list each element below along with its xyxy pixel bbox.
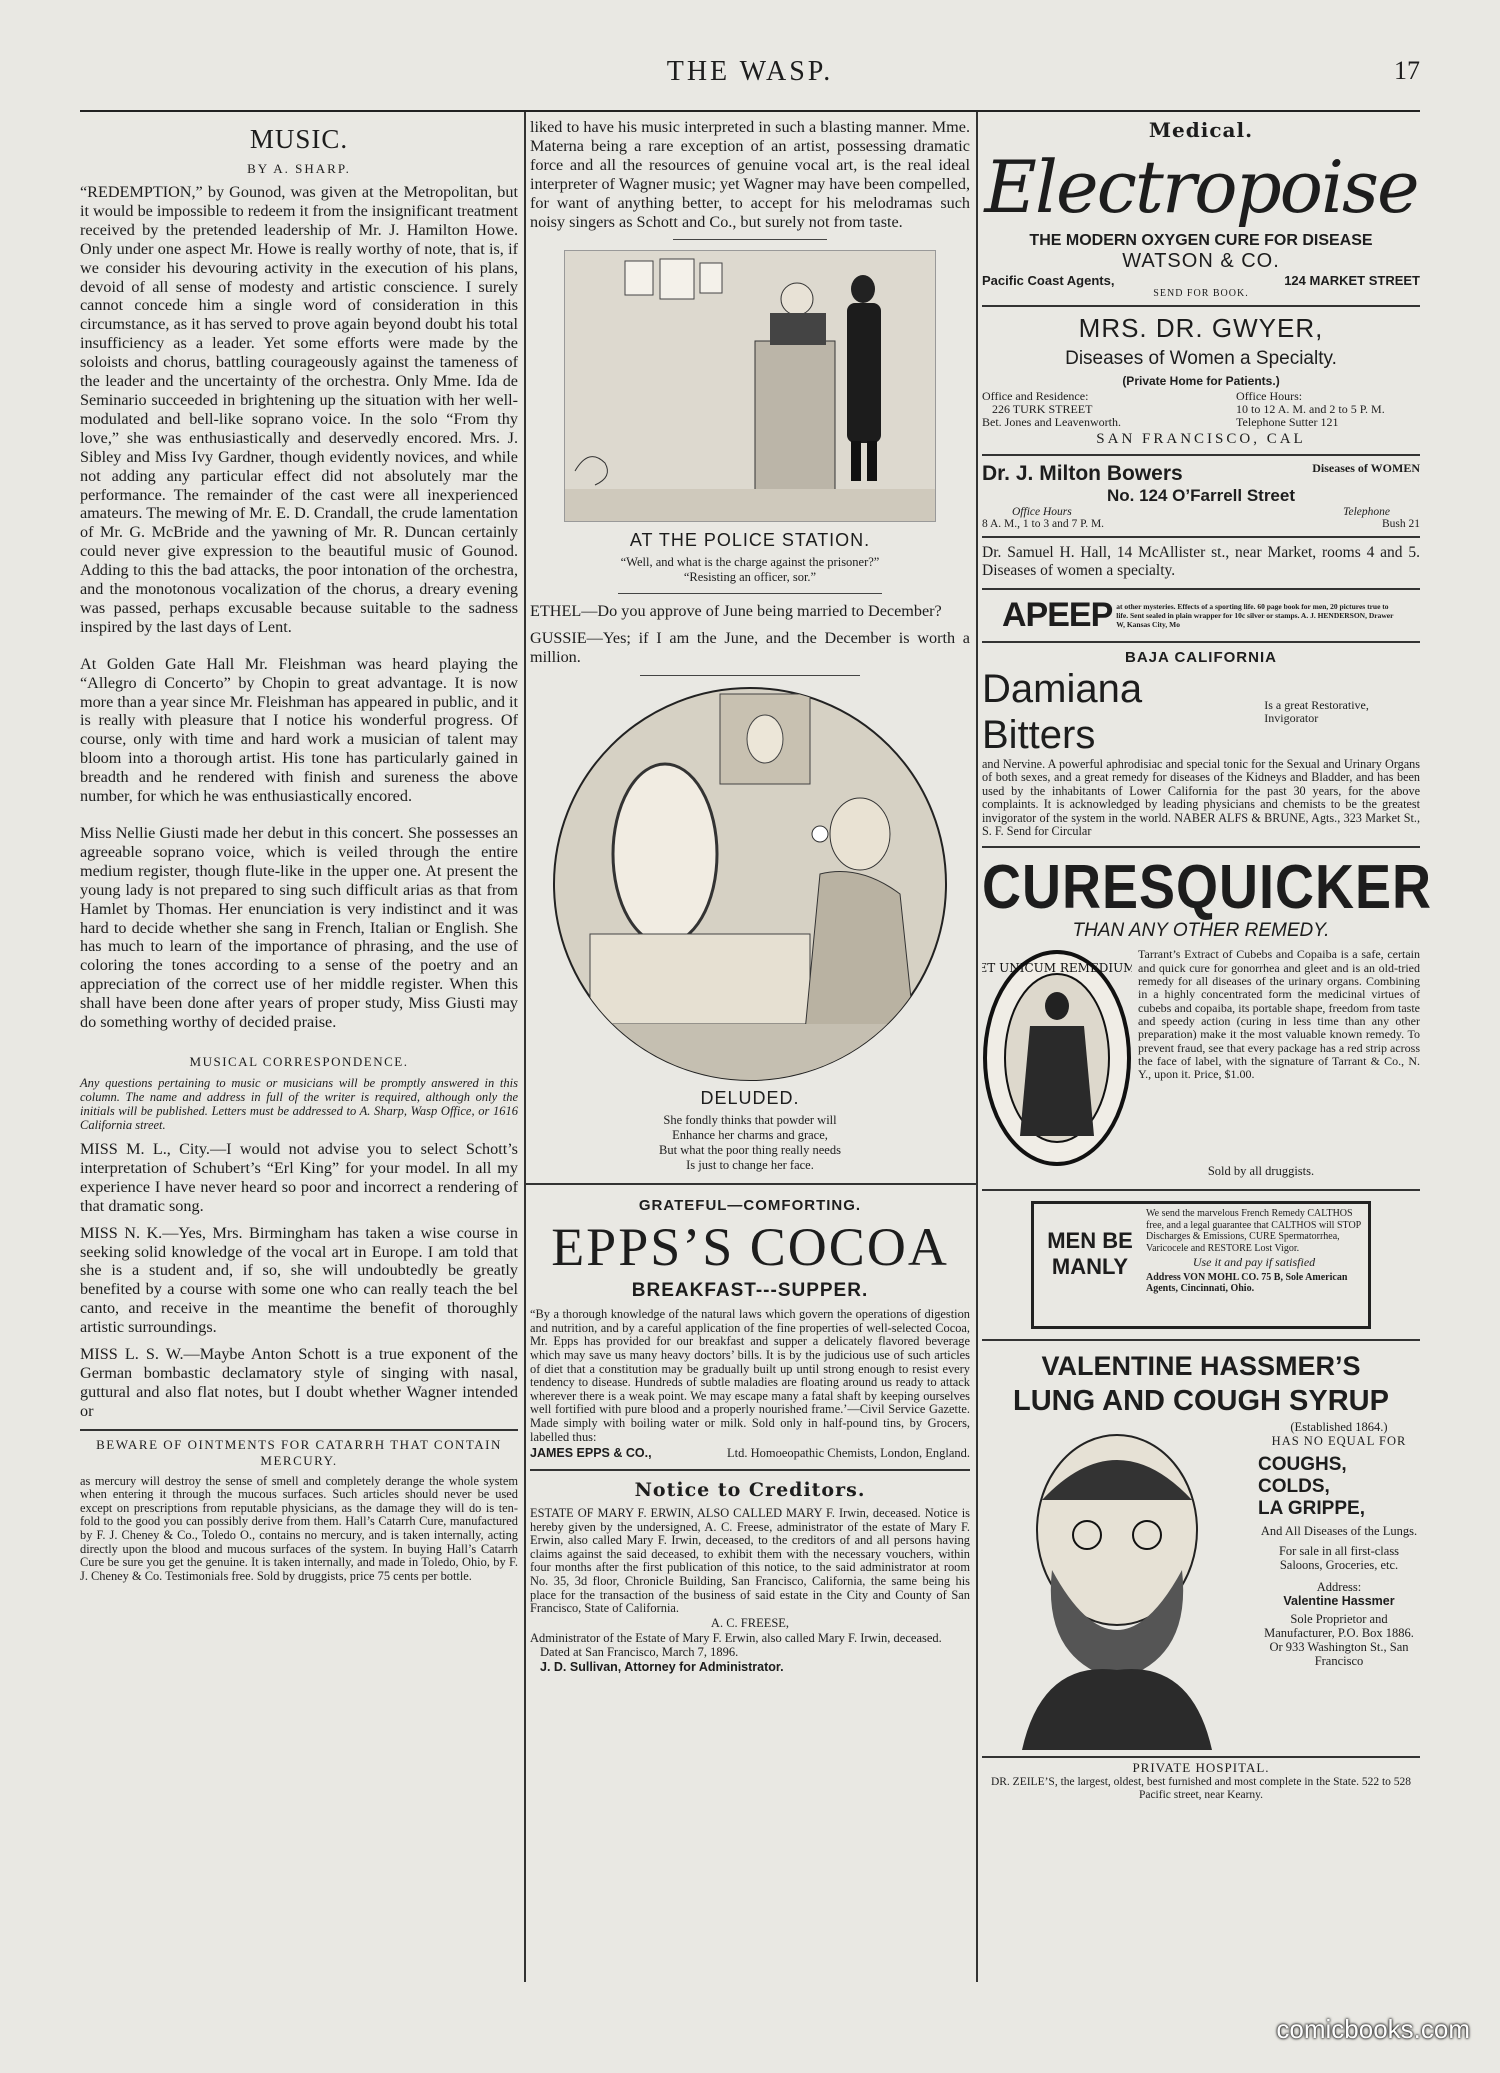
men-be-manly: MEN BE MANLY — [1047, 1228, 1133, 1280]
header-rule — [80, 110, 1420, 112]
epps-title: EPPS’S COCOA — [551, 1217, 949, 1278]
hassmer-diseases: And All Diseases of the Lungs. — [1260, 1524, 1418, 1539]
epps-company: JAMES EPPS & CO., — [530, 1446, 652, 1461]
cartoon-caption-line: “Well, and what is the charge against the prisoner?” — [620, 555, 880, 570]
gwyer-hours-label: Office Hours: — [1236, 389, 1303, 403]
bowers-hours-label: Office Hours — [1012, 506, 1072, 518]
section-rule — [982, 1756, 1420, 1758]
advertisement-column — [982, 118, 1433, 1802]
private-hospital: PRIVATE HOSPITAL. — [1132, 1760, 1270, 1776]
damiana-title: Damiana Bitters — [982, 667, 1143, 757]
bowers-phone: Bush 21 — [1381, 518, 1420, 530]
dialogue-line: ETHEL—Do you approve of June being married to December? — [530, 602, 942, 621]
hassmer-grippe: LA GRIPPE, — [1258, 1498, 1365, 1520]
poem-line: Enhance her charms and grace, — [672, 1128, 828, 1143]
deluded-illustration — [550, 684, 950, 1084]
agents-address: 124 MARKET STREET — [1284, 273, 1420, 288]
police-station-illustration — [564, 250, 936, 522]
hassmer-address-label: Address: — [1316, 1580, 1362, 1595]
deluded-drawing — [550, 684, 950, 1084]
notice-heading: Notice to Creditors. — [634, 1479, 866, 1502]
separator — [640, 675, 860, 676]
oxygen-line: THE MODERN OXYGEN CURE FOR DISEASE — [1029, 232, 1373, 249]
article-paragraph: Miss Nellie Giusti made her debut in this concert. She possesses an agreeable soprano voice, which is veiled through the entire medium register, though flute-like in the upper one. At present the young lady is not prepared to sing such difficult arias as that from Hamlet by Thomas. Her enunciation is very indistinct and it was hard to decide whether she sang in French, Italian or English. She has much to learn of the importance of phrasing, and the use of coloring the tones according to a sense of the poetry and an appreciation of the correct use of her middle register. When this shall have been done after years of proper study, Miss Giusti may do something worthy of decided praise. — [80, 824, 518, 1032]
hassmer-colds: COLDS, — [1258, 1476, 1330, 1498]
poem-line: Is just to change her face. — [686, 1158, 814, 1173]
gwyer-office-label: Office and Residence: — [982, 389, 1089, 403]
correspondence-reply: MISS N. K.—Yes, Mrs. Birmingham has taken a wise course in seeking solid knowledge of the vocal art in Europe. I am told that she is a student and, if so, she will undoubtedly be greatly benefited by a course with some one who can really teach the bel canto, and receive in the meantime the benefit of thoroughly artistic surroundings. — [80, 1223, 518, 1337]
peep-text: at other mysteries. Effects of a sporting life. 60 page book for men, 20 pictures true to life. Sent sealed in plain wrapper for 10c silver or stamps. A. J. HENDERSON, Drawer W, Kansas City, Mo — [1116, 602, 1394, 629]
hassmer-coughs: COUGHS, — [1258, 1454, 1347, 1476]
damiana-text: and Nervine. A powerful aphrodisiac and special tonic for the Sexual and Urinary Organs of both sexes, and a great remedy for diseases of the Kidneys and Bladder, and has been used by the inhabitants of Lower California for the past 30 years, for the above complaints. It is acknowledged by leading physicians and chemists to be the greatest invigorator of the system in the world. NABER ALFS & BRUNE, Agts., 323 Market St., S. F. Send for Circular — [982, 757, 1420, 839]
cures-word: CURES — [982, 853, 1177, 923]
peep-ad — [982, 596, 1420, 635]
music-column — [80, 118, 518, 1591]
gwyer-specialty: Diseases of Women a Specialty. — [1065, 348, 1337, 369]
section-rule — [982, 588, 1420, 590]
peep-title: APEEP — [1002, 596, 1113, 634]
notice-attorney: J. D. Sullivan, Attorney for Administrator. — [540, 1659, 784, 1674]
seal-drawing — [982, 948, 1132, 1168]
medical-heading: Medical. — [1148, 118, 1254, 142]
page-header — [80, 52, 1420, 92]
hassmer-text — [1258, 1420, 1420, 1750]
gwyer-hours: 10 to 12 A. M. and 2 to 5 P. M. — [1236, 402, 1385, 416]
column-divider-2 — [976, 112, 978, 1982]
hassmer-sale: For sale in all first-class Saloons, Groceries, etc. — [1278, 1544, 1400, 1573]
calthos-use: Use it and pay if satisfied — [1192, 1255, 1316, 1270]
cures-row — [982, 853, 1433, 923]
notice-admin: Administrator of the Estate of Mary F. Erwin, also called Mary F. Irwin, deceased. — [530, 1630, 942, 1645]
section-rule — [982, 536, 1420, 538]
gwyer-address: 226 TURK STREET — [992, 402, 1093, 416]
correspondence-reply: MISS M. L., City.—I would not advise you to select Schott’s interpretation of Schubert’s “Erl King” for your model. In all my experience I have never heard so poor and incorrect a rendering of that dramatic song. — [80, 1139, 518, 1215]
section-rule — [982, 454, 1420, 456]
watermark: comicbooks.com — [1276, 2014, 1470, 2044]
poem-line: She fondly thinks that powder will — [663, 1113, 837, 1128]
police-station-drawing — [565, 251, 935, 521]
notice-dated: Dated at San Francisco, March 7, 1896. — [540, 1644, 739, 1659]
continued-paragraph: liked to have his music interpreted in such a blasting manner. Mme. Materna being a rare exception of an artist, possessing dramatic force and all the resources of genuine vocal art, is the real ideal interpreter of Wagner music; yet Wagner may have been compelled, for want of anything better, to accept for his melodramas such noisy singers as Schott and Co., but surely not from taste. — [530, 118, 970, 231]
tarrant-ad — [982, 948, 1420, 1168]
hall-ad: Dr. Samuel H. Hall, 14 McAllister st., near Market, rooms 4 and 5. Diseases of women a specialty. — [982, 544, 1420, 579]
section-rule — [80, 1429, 518, 1431]
article-paragraph: “REDEMPTION,” by Gounod, was given at the Metropolitan, but it would be impossible to redeem it from the insignificant treatment received by the pretended leadership of Mr. J. Hamilton Howe. Only under one aspect Mr. Howe is really worthy of note, that is, if we consider his devouring activity in the execution of his plans, devoid of all sense of modesty and artistic conscience. I surely cannot concede him a single word of consideration in this circumstance, as it has served to prove again beyond doubt his total insufficiency as a leader. Yet some efforts were made by the soloists and chorus, battling courageously against the tameness of the leader and the uncertainty of the orchestra. Only Mme. Ida de Seminario succeeded in brightening up the situation with her well-modulated and bell-like soprano voice. In the solo “From thy love,” she was enthusiastically and deservedly encored. Mrs. J. Sibley and Miss Ivy Gardner, though evidently novices, and while not adding any particular effect did not absolutely mar the performance. The remainder of the cast were all inexperienced amateurs. The mewing of Mr. E. D. Crandall, the crude lamentation of Mr. G. McBride and the yawning of Mr. R. Duncan certainly could never give expression to the beautiful music of Gounod. Adding to this the bad attacks, the poor intonation of the orchestra, and the monotonous vocalization of the chorus, a dreary evening was passed, perhaps excusable because suitable to the sadness inspired by the last days of Lent. — [80, 183, 518, 636]
section-rule — [530, 1469, 970, 1471]
gwyer-info-row — [982, 416, 1420, 429]
section-rule — [524, 1183, 976, 1185]
poem-line: But what the poor thing really needs — [659, 1143, 841, 1158]
bowers-name: Dr. J. Milton Bowers — [982, 462, 1183, 485]
gwyer-city: SAN FRANCISCO, CAL — [1096, 431, 1306, 447]
section-rule — [982, 641, 1420, 643]
correspondence-heading: MUSICAL CORRESPONDENCE. — [189, 1053, 409, 1069]
middle-column — [530, 118, 970, 1674]
section-rule — [982, 1189, 1420, 1191]
tarrant-sold: Sold by all druggists. — [1207, 1164, 1315, 1179]
dialogue-line: GUSSIE—Yes; if I am the June, and the December is worth a million. — [530, 629, 970, 667]
bowers-values — [982, 518, 1420, 530]
section-rule — [982, 1339, 1420, 1341]
hassmer-established: (Established 1864.) — [1290, 1420, 1388, 1435]
watson-name: WATSON & CO. — [1122, 250, 1280, 272]
cartoon-title: AT THE POLICE STATION. — [629, 530, 871, 551]
cartoon-caption-line: “Resisting an officer, sor.” — [683, 570, 817, 585]
section-rule — [982, 305, 1420, 307]
epps-text: “By a thorough knowledge of the natural laws which govern the operations of digestion and nutrition, and by a careful application of the fine properties of well-selected Cocoa, Mr. Epps has provided for our breakfast and supper a delicately flavored beverage which may save us many heavy doctors’ bills. It is by the judicious use of such articles of diet that a constitution may be gradually built up until strong enough to resist every tendency to disease. Hundreds of subtle maladies are floating around us ready to attack wherever there is a weak point. We may escape many a fatal shaft by keeping ourselves well fortified with pure blood and a properly nourished frame.’—Civil Service Gazette. Made simply with boiling water or milk. Sold only in half-pound tins, by Grocers, labelled thus: — [530, 1307, 970, 1444]
bowers-hours: 8 A. M., 1 to 3 and 7 P. M. — [982, 518, 1105, 530]
page-number: 17 — [1394, 56, 1420, 85]
epps-location: Ltd. Homoeopathic Chemists, London, England. — [726, 1446, 970, 1461]
gwyer-name: MRS. DR. GWYER, — [1078, 313, 1324, 343]
damiana-side: Is a great Restorative, Invigorator — [1264, 698, 1369, 725]
bowers-address: No. 124 O’Farrell Street — [1106, 486, 1296, 505]
agents-label: Pacific Coast Agents, — [982, 273, 1115, 288]
epps-kicker: GRATEFUL—COMFORTING. — [638, 1197, 862, 1215]
calthos-text: We send the marvelous French Remedy CALTHOS free, and a legal guarantee that CALTHOS will STOP Discharges & Emissions, CURE Spermatorrhea, Varicocele and RESTORE Lost Vigor. — [1146, 1208, 1361, 1254]
notice-signature: A. C. FREESE, — [710, 1615, 790, 1630]
article-paragraph: At Golden Gate Hall Mr. Fleishman was heard playing the “Allegro di Concerto” by Chopin to great advantage. It is now more than a year since Mr. Fleishman has appeared in public, and it is really with pleasure that I notice his wonderful progress. Of course, only with time and hard work a musician of talent may bloom into a thorough artist. His tone has particularly gained in breadth and he rendered with finish and sureness the above number, for which he was enthusiastically encored. — [80, 654, 518, 806]
byline: BY A. SHARP. — [247, 161, 351, 176]
calthos-body — [1146, 1208, 1362, 1322]
gwyer-home: (Private Home for Patients.) — [1122, 374, 1280, 388]
hassmer-no-equal: HAS NO EQUAL FOR — [1271, 1434, 1407, 1449]
hassmer-portrait-drawing — [982, 1420, 1252, 1750]
correspondence-reply: MISS L. S. W.—Maybe Anton Schott is a true exponent of the German bombastic declamatory style of singing with nasal, guttural and also flat notes, but I doubt whether Wagner intended or — [80, 1345, 518, 1420]
column-divider-1 — [524, 112, 526, 1982]
seal-text: ET UNICUM REMEDIUM — [982, 961, 1132, 976]
beware-text: as mercury will destroy the sense of smell and completely derange the whole system when entering it through the mucous surfaces. Such articles should never be used except on prescriptions from reputable physicians, as the damage they will do is ten-fold to the good you can possibly derive from them. Hall’s Catarrh Cure, manufactured by F. J. Cheney & Co., Toledo O., contains no mercury, and is taken internally, acting directly upon the blood and mucous surfaces of the system. In buying Hall’s Catarrh Cure be sure you get the genuine. It is taken internally, and made in Toledo, Ohio, by F. J. Cheney & Co. Testimonials free. Sold by druggists, price 75 cents per bottle. — [80, 1473, 518, 1583]
music-heading: MUSIC. — [249, 124, 349, 154]
quicker-word: QUICKER — [1176, 853, 1433, 923]
tarrant-text: Tarrant’s Extract of Cubebs and Copaiba is a safe, certain and quick cure for gonorrhea and gleet and is an old-tried remedy for all diseases of the urinary organs. Combining in a highly concentrated form the medicinal virtues of cubebs and copaiba, its portable shape, freedom from taste and speedy action (curing in less time than any other preparation) make it the most valuable known remedy. To prevent fraud, see that every package has a red strip across the face of label, with the signature of Tarrant & Co., N. Y., upon it. Price, $1.00. — [1138, 947, 1420, 1082]
separator — [618, 593, 882, 594]
agents-line — [982, 273, 1420, 288]
beware-heading: BEWARE OF OINTMENTS FOR CATARRH THAT CONTAIN MERCURY. — [96, 1436, 502, 1468]
send-for-book: SEND FOR BOOK. — [1153, 288, 1249, 299]
tarrant-seal — [982, 948, 1132, 1168]
than-any-line: THAN ANY OTHER REMEDY. — [1072, 920, 1330, 942]
bowers-labels — [982, 506, 1420, 518]
bowers-phone-label: Telephone — [1343, 506, 1390, 518]
epps-subtitle: BREAKFAST---SUPPER. — [631, 1280, 869, 1302]
bowers-diseases: Diseases of WOMEN — [1312, 461, 1420, 475]
epps-footer — [530, 1446, 970, 1461]
damiana-row — [982, 666, 1420, 758]
baja-label: BAJA CALIFORNIA — [1125, 649, 1277, 666]
hassmer-title: VALENTINE HASSMER’S — [1041, 1351, 1361, 1382]
gwyer-phone: Telephone Sutter 121 — [1236, 415, 1339, 429]
hassmer-ad — [982, 1420, 1420, 1750]
hassmer-portrait — [982, 1420, 1252, 1750]
separator — [673, 239, 827, 240]
bowers-row — [982, 462, 1420, 486]
correspondence-note: Any questions pertaining to music or musicians will be promptly answered in this column. The name and address in full of the writer is required, although only the initials will be published. Letters must be addressed to A. Sharp, Wasp Office, or 1616 California street. — [80, 1075, 518, 1132]
hassmer-title-2: LUNG AND COUGH SYRUP — [1013, 1385, 1389, 1418]
calthos-ad — [1031, 1201, 1371, 1329]
hassmer-name: Valentine Hassmer — [1283, 1594, 1395, 1609]
electropoise-logo: Electropoise — [984, 145, 1418, 229]
zeile-text: DR. ZEILE’S, the largest, oldest, best furnished and most complete in the State. 522 to 528 Pacific street, near Kearny. — [990, 1776, 1412, 1802]
hassmer-proprietor: Sole Proprietor and Manufacturer, P.O. Box 1886. Or 933 Washington St., San Francisco — [1264, 1612, 1414, 1669]
publication-title: THE WASP. — [666, 56, 834, 87]
gwyer-between: Bet. Jones and Leavenworth. — [982, 415, 1121, 429]
cartoon-title: DELUDED. — [700, 1088, 800, 1109]
notice-text: ESTATE OF MARY F. ERWIN, ALSO CALLED MARY F. Irwin, deceased. Notice is hereby given by the undersigned, A. C. Freese, administrator of the estate of Mary F. Erwin, also called Mary F. Irwin, deceased, to the creditors of and all persons having claims against the said deceased, to exhibit them with the necessary vouchers, within four months after the first publication of this notice, to the said administrator at room No. 35, 3d floor, Chronicle Building, San Francisco, California, the same being his place for the transaction of the business of said estate in the City and County of San Francisco, State of California. — [530, 1506, 970, 1616]
section-rule — [982, 846, 1420, 848]
calthos-address: Address VON MOHL CO. 75 B, Sole American Agents, Cincinnati, Ohio. — [1146, 1271, 1348, 1295]
